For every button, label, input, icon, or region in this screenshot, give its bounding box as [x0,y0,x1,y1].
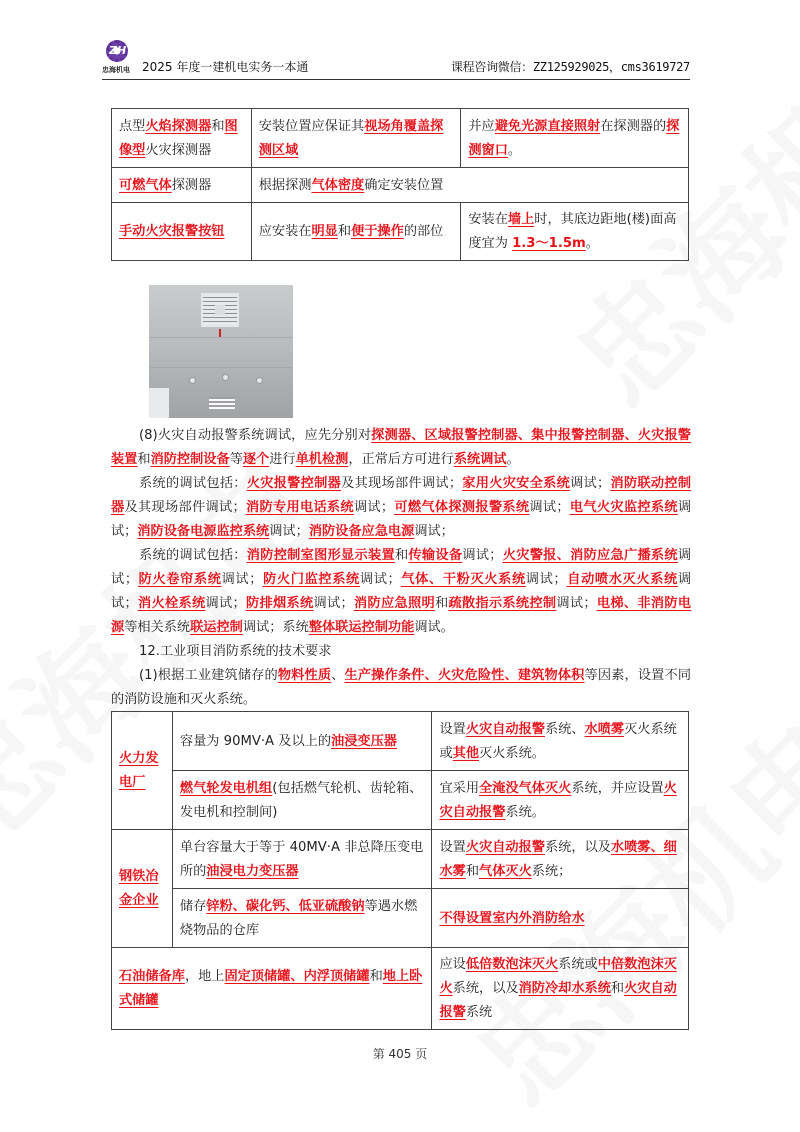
highlight-term: 1.3～1.5m [512,236,586,251]
highlight-term: 联运控制 [190,620,243,635]
highlight-term: 逐个 [242,452,270,467]
text-run: 和 [369,969,383,984]
highlight-term: 锌粉、碳化钙、低亚硫酸钠 [206,898,365,914]
highlight-term: 传输设备 [408,548,463,563]
text-run: 单台容量大于等于 40MV·A 非总降压变电所的 [179,839,424,879]
text-run: 火灾探测器 [145,142,212,158]
contact-info: 课程咨询微信：ZZ125929025，cms3619727 [450,60,690,74]
text-run: 调试； [414,524,454,539]
highlight-term: 火焰探测器 [145,118,212,134]
highlight-term: 疏散指示系统控制 [448,596,557,611]
highlight-term: 探测窗口 [468,118,680,158]
highlight-term: 生产操作条件、火灾危险性、建筑物体积 [344,668,585,683]
page-number: 第 405 页 [372,1047,428,1061]
highlight-term: 视场角覆盖探测区域 [258,118,444,158]
text-run: 调试； [111,500,692,539]
document-title: 2025 年度一建机电实务一本通 [142,60,309,74]
text-run: 系统 [465,1005,493,1020]
paragraph-alarm-debugging [111,424,691,472]
table-cell [112,168,252,203]
table-cell [172,712,432,771]
paragraph-industrial-requirements [111,664,691,712]
highlight-term: 中倍数泡沫灭火 [439,957,677,996]
text-run: 并应 [468,118,495,134]
text-run: 根据探测 [258,177,312,193]
paragraph-system-debug-2 [111,544,691,640]
table-cell [432,771,689,830]
table-row [112,889,689,948]
table-cell [461,109,689,168]
highlight-term: 系统调试 [453,452,507,467]
text-run: 和 [465,863,480,879]
text-run: 和 [434,596,449,611]
text-run: 在探测器的 [600,118,667,134]
highlight-term: 火灾自动报警 [439,780,677,820]
text-run: 。 [506,452,520,467]
table-row [112,712,689,771]
table-cell [172,771,432,830]
table-row [112,109,689,168]
text-run: 进行 [269,452,296,467]
table-row [112,948,689,1030]
highlight-term: 整体联运控制功能 [308,620,415,635]
text-run: 调试； [359,572,401,587]
logo-name: 忠海机电 [102,66,130,74]
table-cell [461,203,689,261]
text-run: 系统或 [558,957,598,972]
text-run: 时，其底边距地(楼)面高度宜为 [468,212,677,251]
highlight-term: 防火卷帘系统 [138,572,222,587]
smoke-detector-icon [222,374,229,381]
text-run: 和 [211,118,225,134]
logo-letter: ZH [109,44,127,57]
highlight-term: 家用火灾安全系统 [462,476,571,491]
text-run: 调试； [221,572,263,587]
text-run: 调试； [462,548,503,563]
table-cell [432,889,689,948]
text-run: 系统，并应设置 [571,780,664,796]
highlight-term: 火灾警报、消防应急广播系统 [502,548,678,563]
highlight-term: 单机检测 [295,452,349,467]
highlight-term: 消防联动控制器 [111,476,692,515]
text-run: 应安装在 [258,224,312,239]
text-run: 的部位 [403,224,444,239]
text-run: 和 [337,224,352,239]
text-run: 调试。 [414,620,454,635]
text-run: 调试； [111,572,692,611]
text-run: 点型 [119,118,146,134]
highlight-term: 消防设备应急电源 [308,524,415,539]
table-row [112,168,689,203]
text-run: 安装在 [468,212,508,227]
text-run: 和 [610,981,625,996]
highlight-term: 消火栓系统 [137,596,206,611]
text-run: 调试； [556,596,597,611]
highlight-term: 油浸电力变压器 [206,863,299,879]
text-run: 灭火系统或 [439,721,677,761]
highlight-term: 燃气轮发电机组 [179,780,273,796]
text-run: 调试； [529,500,570,515]
table-cell [251,203,461,261]
text-run: 、 [331,668,345,683]
highlight-term: 电梯、非消防电源 [111,596,692,635]
highlight-term: 火灾自动报警 [465,839,545,855]
table-cell [172,889,432,948]
text-run: (8)火灾自动报警系统调试，应先分别对 [139,428,372,443]
text-run: (包括燃气轮机、齿轮箱、发电机和控制间) [179,780,423,820]
table-cell [112,109,252,168]
text-run: 及其现场部件调试； [124,500,246,515]
text-run: 系统的调试包括： [139,548,247,563]
text-run: 和 [394,548,409,563]
text-run: 宜采用 [439,780,480,796]
text-run: ，地上 [184,969,225,984]
table-row [112,203,689,261]
text-run: (1)根据工业建筑储存的 [139,668,278,683]
text-run: 探测器 [171,177,212,193]
highlight-term: 火灾自动报警 [465,721,545,737]
category-cell [112,712,173,830]
table-cell [251,109,461,168]
highlight-term: 消防专用电话系统 [245,500,354,515]
detector-installation-table [111,108,689,261]
highlight-term: 消防控制室图形显示装置 [246,548,395,563]
text-run: 。 [507,142,522,158]
text-run: 系统； [531,863,572,879]
text-run: 调试； [111,548,692,587]
table-cell [112,948,432,1030]
text-run: 设置 [439,839,466,855]
text-run: 确定安装位置 [364,177,444,193]
highlight-term: 自动喷水灭火系统 [566,572,678,587]
text-run: 系统，以及 [544,839,611,855]
highlight-term: 气体、干粉灭火系统 [400,572,526,587]
smoke-detector-icon [189,377,196,384]
text-run: 调试； [353,500,395,515]
highlight-term: 全淹没气体灭火 [479,780,572,796]
air-vent-graphic [201,293,239,327]
highlight-term: 水喷雾、细水雾 [439,839,677,879]
highlight-term: 消防应急照明 [353,596,435,611]
category-steel-metallurgy: 钢铁冶金企业 [119,869,159,908]
highlight-term: 防排烟系统 [245,596,314,611]
text-run: 储存 [179,898,207,914]
highlight-term: 避免光源直接照射 [494,118,601,134]
text-run: 12.工业项目消防系统的技术要求 [139,644,332,659]
text-run: 调试； [313,596,354,611]
highlight-term: 明显 [311,224,338,239]
gear-logo-icon [106,40,128,62]
text-run: 设置 [439,721,466,737]
text-run: 。 [585,236,599,251]
category-power-plant: 火力发电厂 [119,751,159,790]
table-cell [112,203,252,261]
industrial-fire-system-table [111,711,689,1030]
table-cell [432,948,689,1030]
text-run: ，正常后方可进行 [348,452,454,467]
highlight-term: 石油储备库 [119,969,185,984]
highlight-term: 固定顶储罐、内浮顶储罐 [224,969,370,984]
text-run: 调试； [570,476,611,491]
highlight-term: 火灾报警控制器 [246,476,342,491]
table-cell [172,830,432,889]
text-run: 应设 [439,957,466,972]
highlight-term: 手动火灾报警按钮 [119,224,225,239]
highlight-term: 地上卧式储罐 [119,969,423,1008]
text-run: 调试； [205,596,246,611]
text-run: 系统。 [505,804,545,820]
text-run: 系统、 [544,721,585,737]
text-run: 调试；系统 [242,620,309,635]
highlight-term: 探测器、区域报警控制器、集中报警控制器、火灾报警装置 [111,428,691,467]
table-cell [432,830,689,889]
highlight-term: 油浸变压器 [331,733,397,749]
paragraph-system-debug-1 [111,472,691,544]
table-cell [251,168,688,203]
text-run: 和 [137,452,151,467]
highlight-term: 物料性质 [277,668,332,683]
highlight-term: 电气火灾监控系统 [569,500,678,515]
highlight-term: 防火门监控系统 [262,572,360,587]
highlight-term: 气体密度 [311,177,365,193]
text-run: 调试； [269,524,309,539]
highlight-term: 墙上 [507,212,535,227]
smoke-detector-icon [256,377,263,384]
text-run: 灭火系统。 [479,745,545,761]
ceiling-photo [149,285,293,418]
text-run: 系统的调试包括： [139,476,247,491]
section-heading-industrial [111,640,691,664]
text-run: 等相关系统 [124,620,191,635]
table-cell [432,712,689,771]
page-header [102,38,690,80]
text-run: 安装位置应保证其 [258,118,365,134]
text-run: 容量为 90MV·A 及以上的 [179,733,332,749]
table-row [112,771,689,830]
highlight-term: 图像型 [119,118,238,158]
text-run: 等因素，设置不同的消防设施和灭火系统。 [111,668,692,707]
brand-logo [102,38,132,78]
ceiling-light-graphic [209,397,235,409]
text-run: 等 [229,452,243,467]
highlight-term: 消防冷却水系统 [518,981,611,996]
category-cell [112,830,173,948]
text-run: 及其现场部件调试； [341,476,463,491]
highlight-term: 便于操作 [351,224,404,239]
highlight-term: 低倍数泡沫灭火 [465,957,559,972]
table-row [112,830,689,889]
text-run: 系统，以及 [452,981,519,996]
highlight-term: 水喷雾 [584,721,625,737]
highlight-term: 消防控制设备 [150,452,230,467]
highlight-term: 可燃气体探测报警系统 [394,500,530,515]
highlight-term: 消防设备电源监控系统 [137,524,270,539]
highlight-term: 可燃气体 [119,177,172,193]
highlight-term: 火灾自动报警 [439,981,677,1020]
text-run: 调试； [525,572,567,587]
highlight-term: 不得设置室内外消防给水 [439,910,585,926]
highlight-term: 其他 [452,745,480,761]
text-run: 等遇水燃烧物品的仓库 [179,898,418,938]
highlight-term: 气体灭火 [479,863,532,879]
